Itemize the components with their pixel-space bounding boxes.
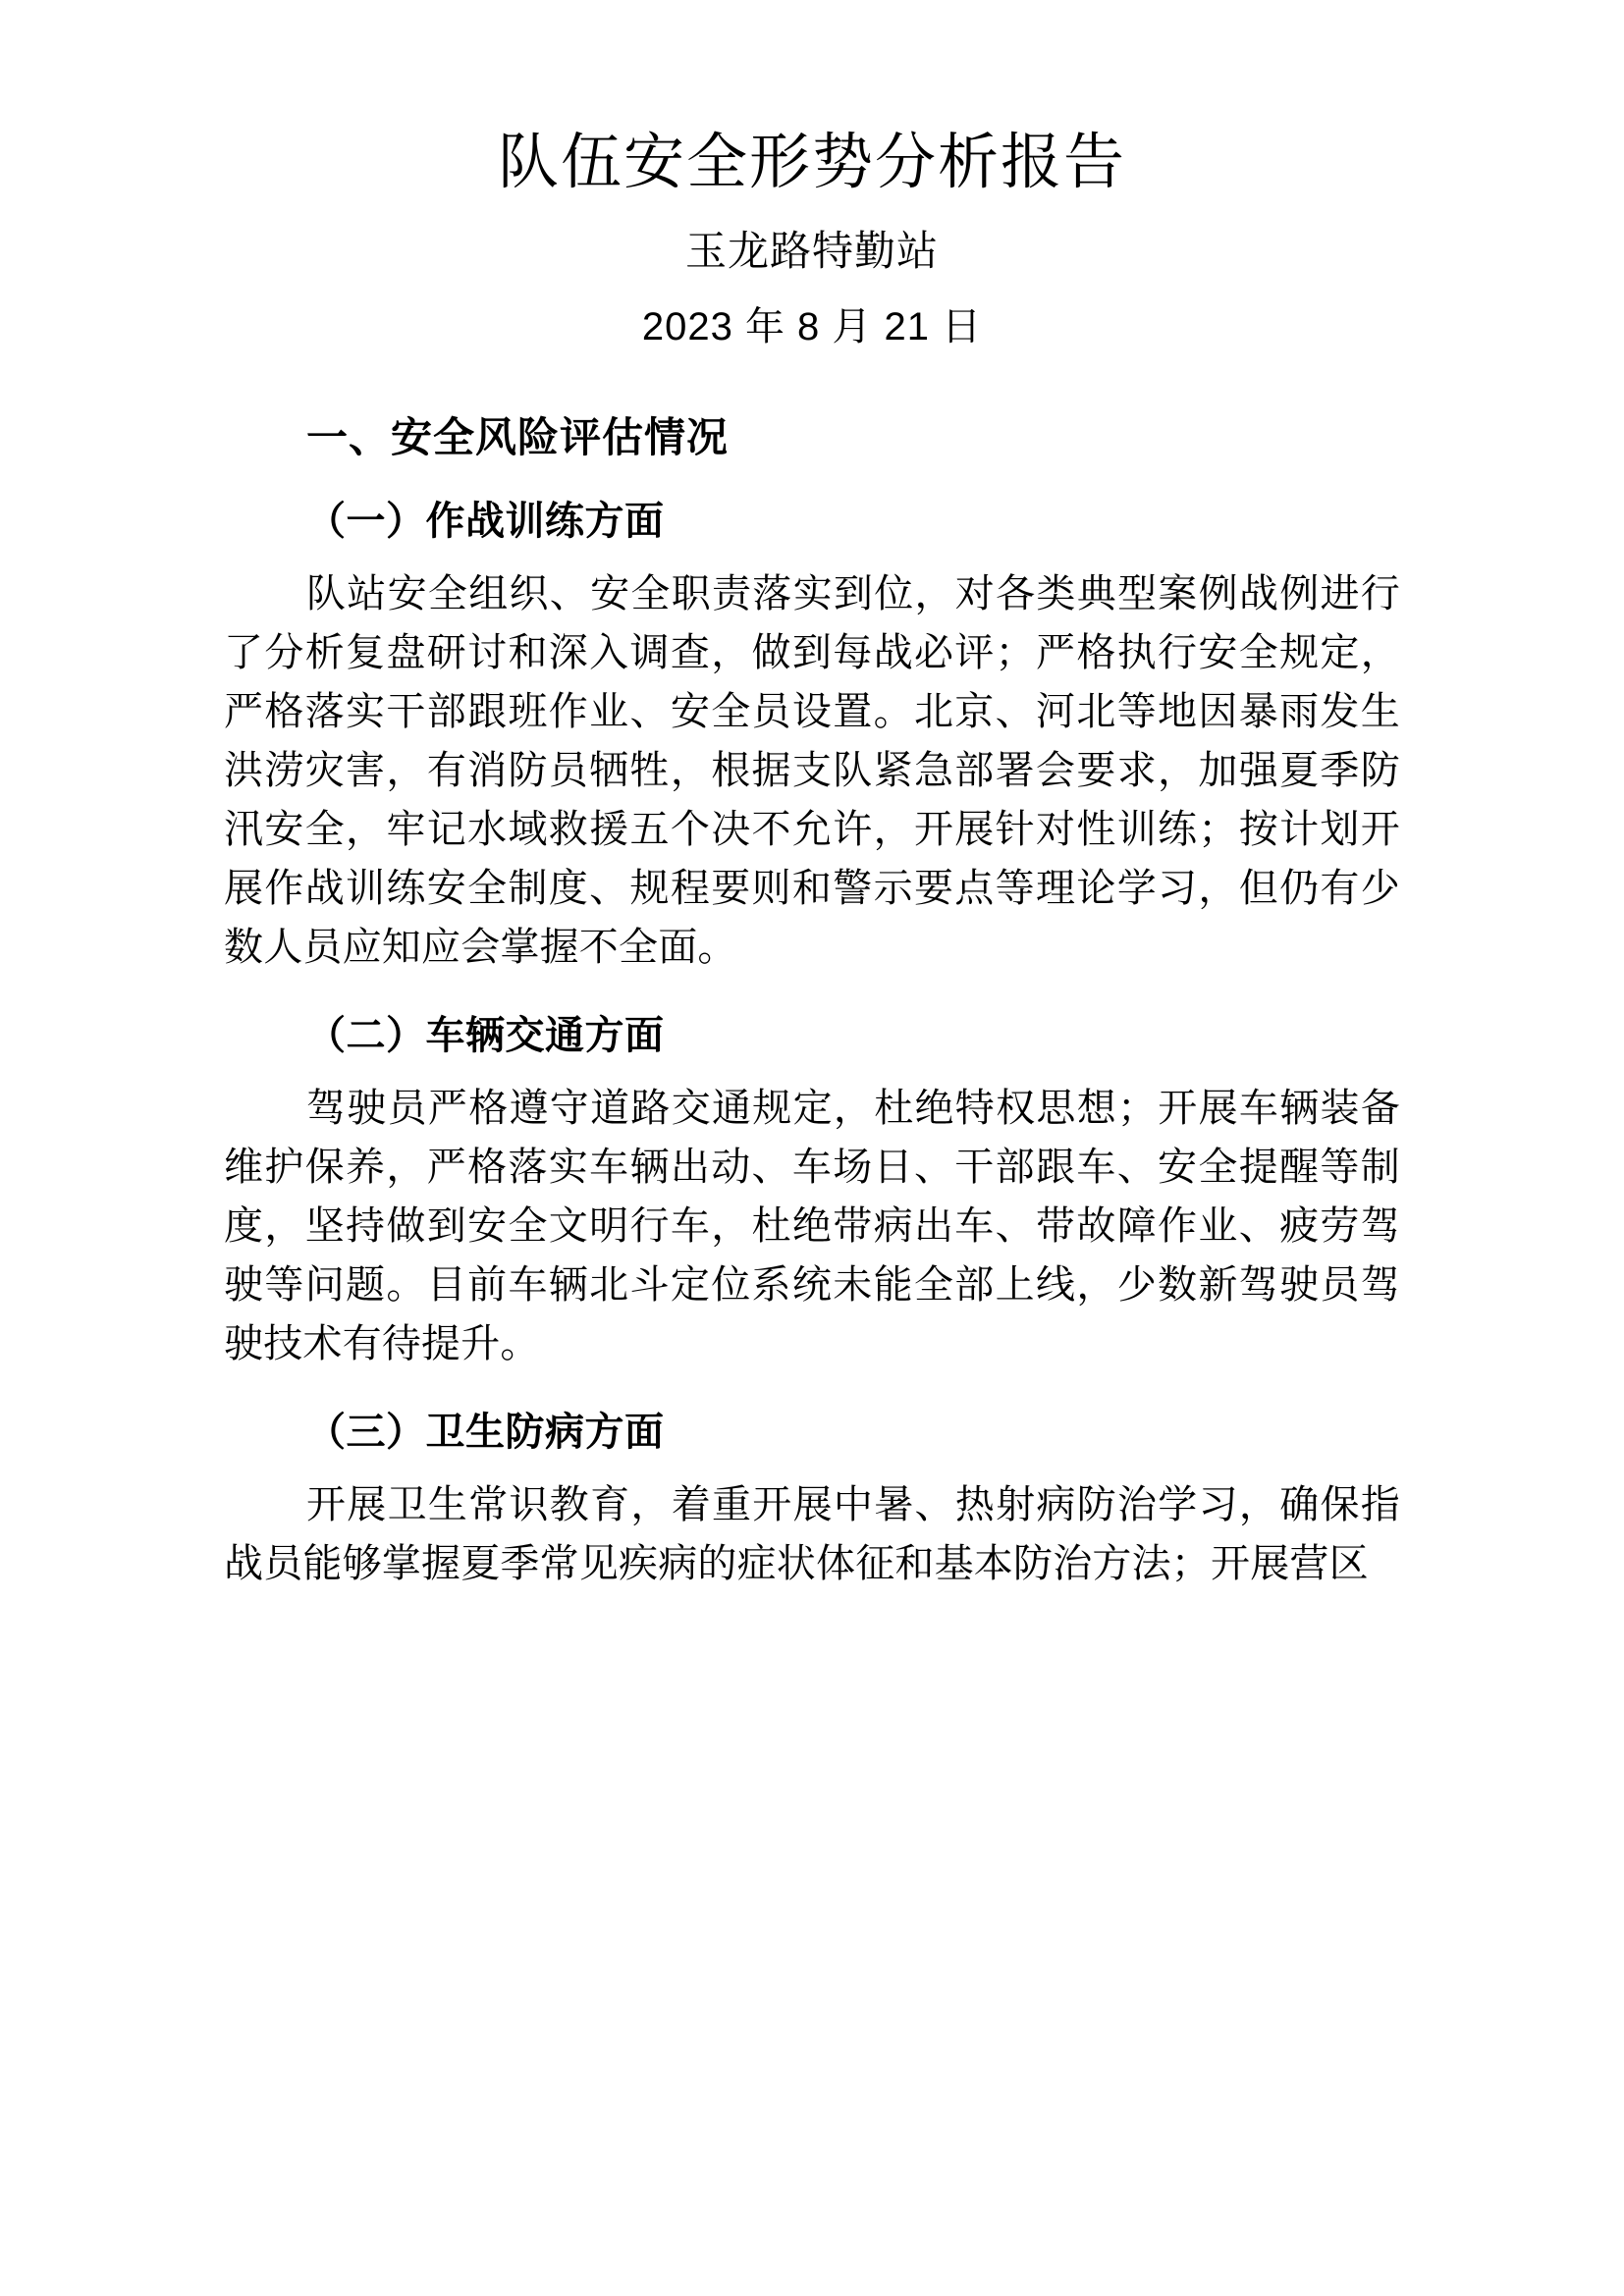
section-heading-1: 一、安全风险评估情况	[306, 414, 730, 460]
subsection-heading-1-2: （二）车辆交通方面	[306, 1014, 665, 1057]
subsection-heading-1-1: （一）作战训练方面	[306, 500, 665, 543]
document-date: 2023 年 8 月 21 日	[641, 305, 983, 348]
page-title: 队伍安全形势分析报告	[497, 129, 1126, 196]
subsection-paragraph-1-1: 队站安全组织、安全职责落实到位，对各类典型案例战例进行了分析复盘研讨和深入调查，做到每战必评；严格执行安全规定，严格落实干部跟班作业、安全员设置。北京、河北等地因暴雨发生洪涝灾害，有消防员牺牲，根据支队紧急部署会要求，加强夏季防汛安全，牢记水域救援五个决不允许，开展针对性训练；按计划开展作战训练安全制度、规程要则和警示要点等理论学习，但仍有少数人员应知应会掌握不全面。	[224, 572, 1400, 969]
subsection-heading-1-3: （三）卫生防病方面	[306, 1411, 665, 1454]
document-content	[224, 0, 1400, 1593]
document-subtitle: 玉龙路特勤站	[684, 228, 939, 274]
subsection-paragraph-1-3: 开展卫生常识教育，着重开展中暑、热射病防治学习，确保指战员能够掌握夏季常见疾病的症状体征和基本防治方法；开展营区	[224, 1483, 1400, 1585]
subsection-paragraph-1-2: 驾驶员严格遵守道路交通规定，杜绝特权思想；开展车辆装备维护保养，严格落实车辆出动、车场日、干部跟车、安全提醒等制度，坚持做到安全文明行车，杜绝带病出车、带故障作业、疲劳驾驶等问题。目前车辆北斗定位系统未能全部上线，少数新驾驶员驾驶技术有待提升。	[224, 1087, 1400, 1365]
